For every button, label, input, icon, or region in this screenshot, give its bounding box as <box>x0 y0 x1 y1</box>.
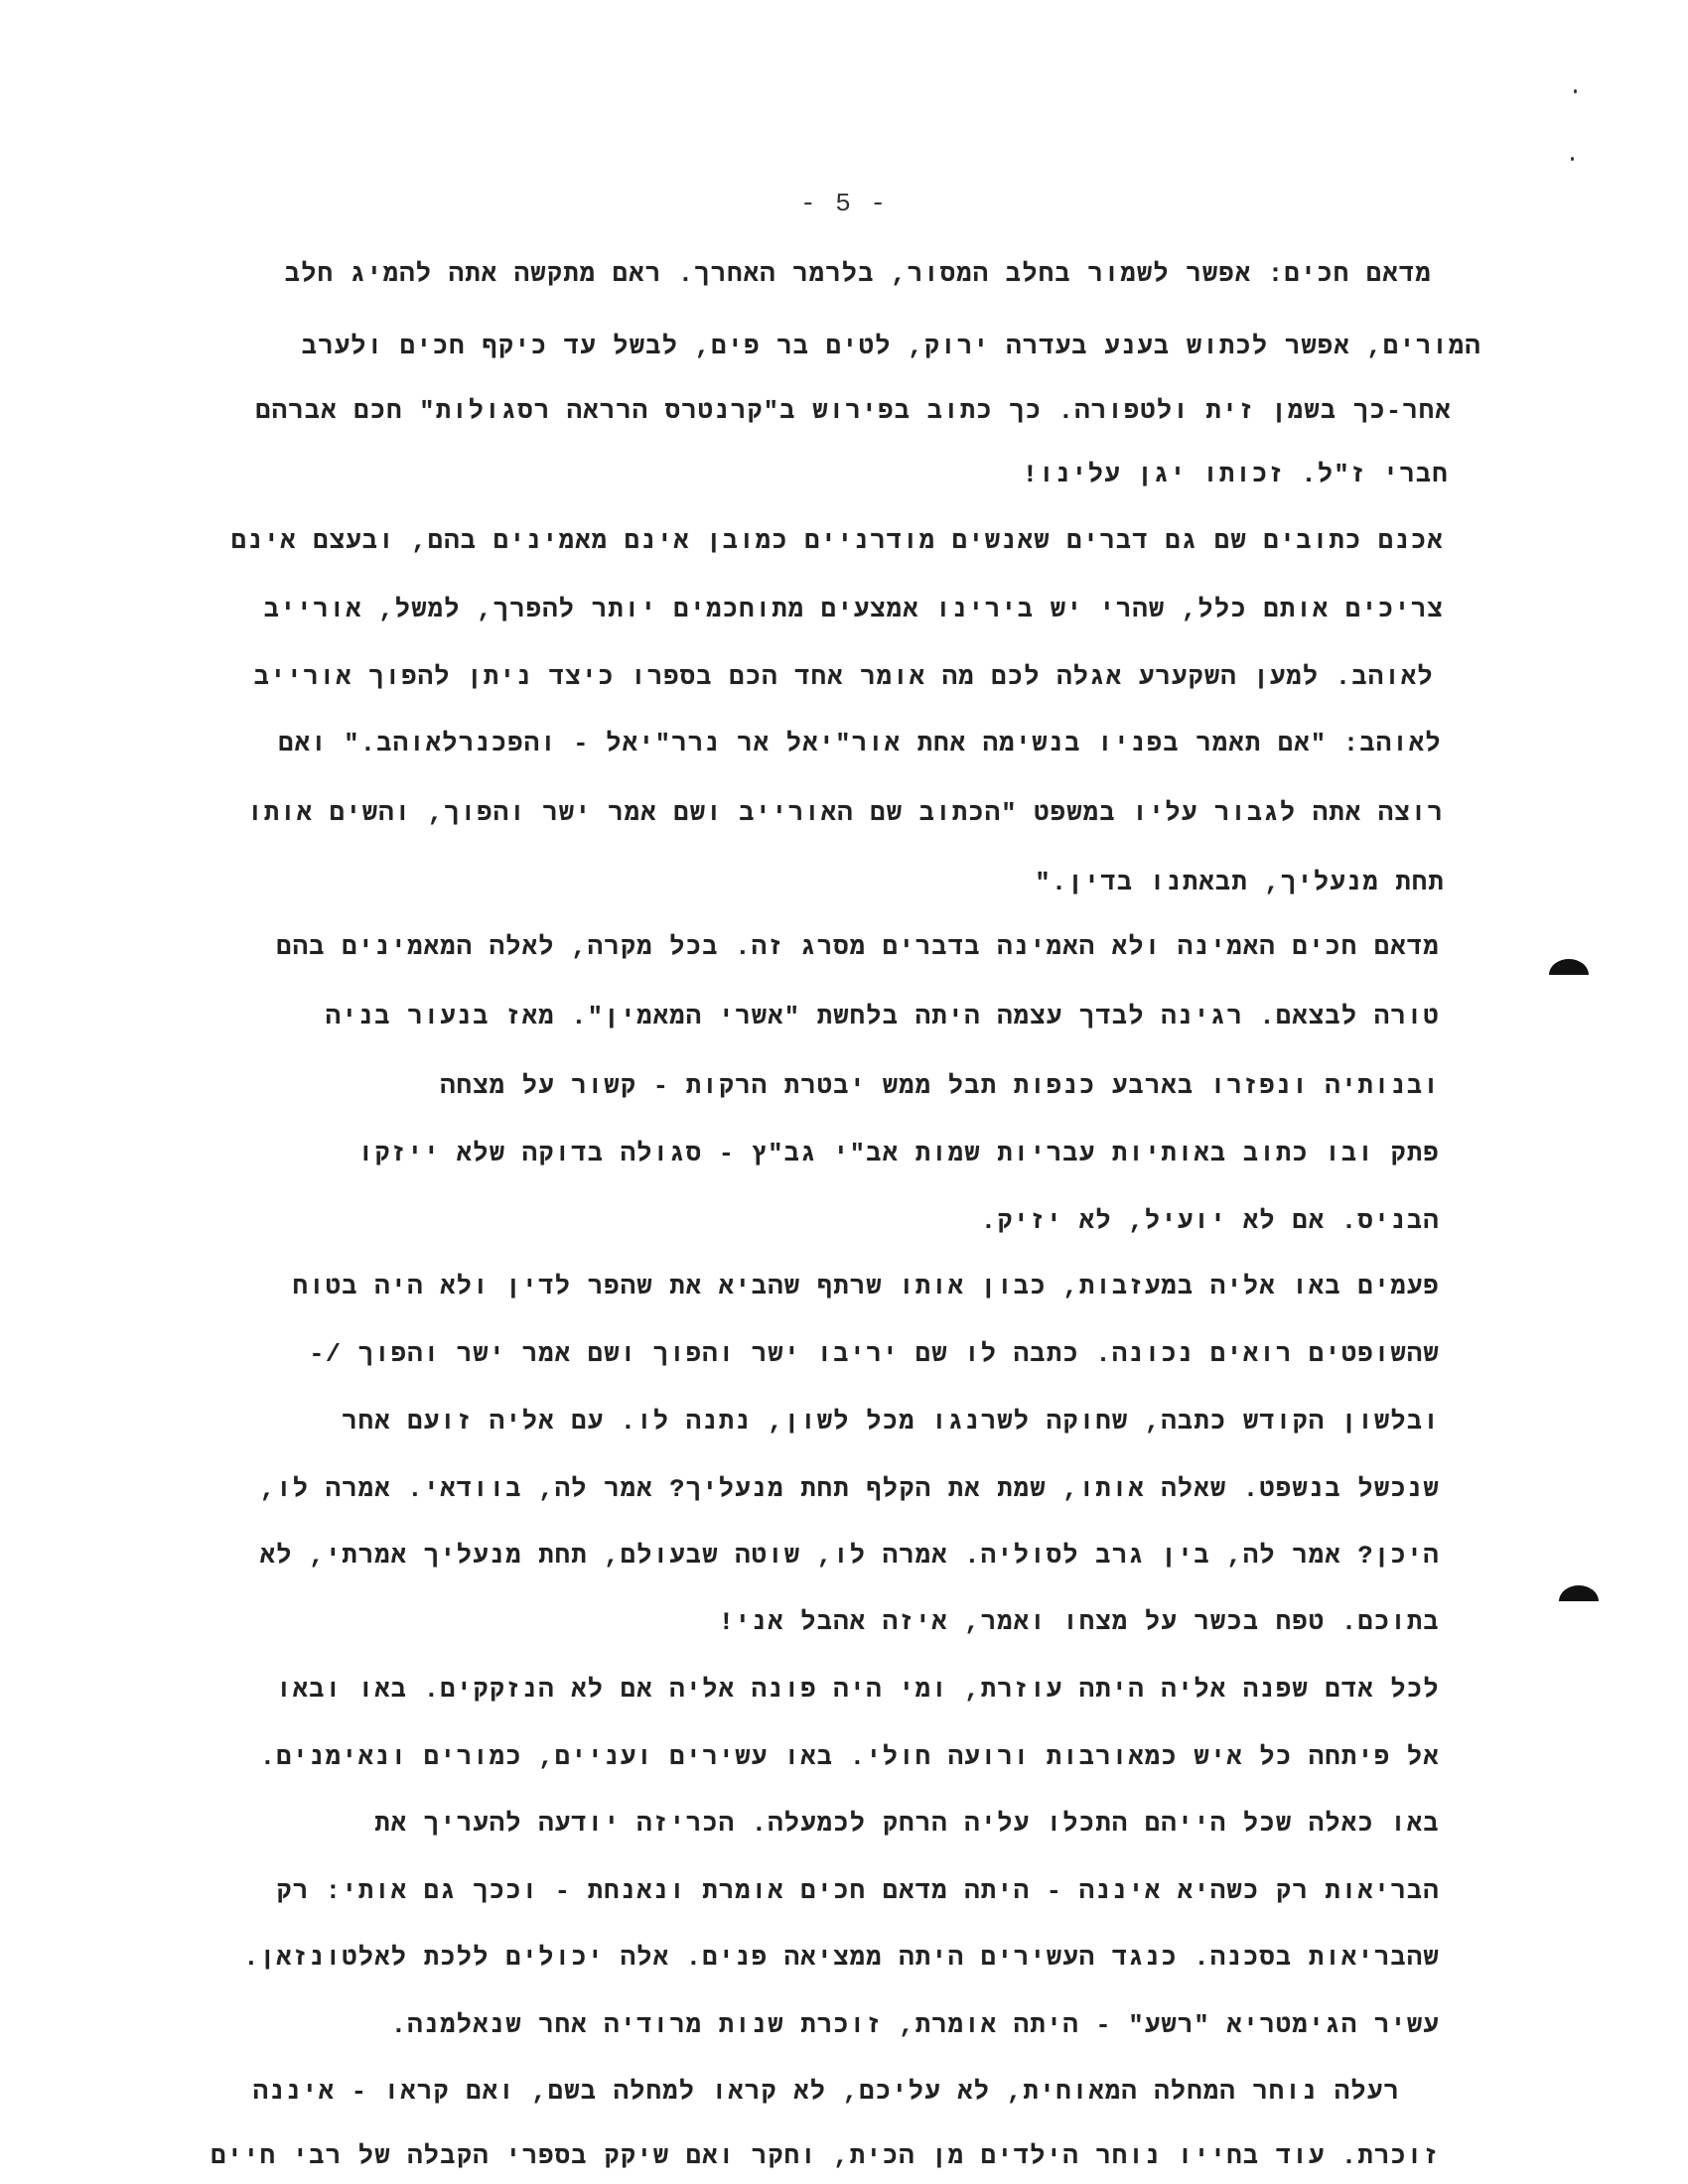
text-line: עשיר הגימטריא "רשע" - היתה אומרת, זוכרת שנות מרודיה אחר שנאלמנה. <box>390 2011 1440 2040</box>
text-line: לאוהב: "אם תאמר בפניו בנשימה אחת אור"יאל אר נרר"יאל - והפכנרלאוהב." ואם <box>278 730 1442 758</box>
page-number: - 5 - <box>799 189 888 218</box>
text-line: המורים, אפשר לכתוש בענע בעדרה ירוק, לטים בר פים, לבשל עד כיקף חכים ולערב <box>301 333 1481 361</box>
text-line: מדאם חכים: אפשר לשמור בחלב המסור, בלרמר האחרך. ראם מתקשה אתה להמיג חלב <box>284 260 1432 289</box>
text-line: הבניס. אם לא יועיל, לא יזיק. <box>980 1207 1440 1236</box>
text-line: אכנם כתובים שם גם דברים שאנשים מודרניים כמובן אינם מאמינים בהם, ובעצם אינם <box>230 527 1444 556</box>
text-line: פעמים באו אליה במעזבות, כבון אותו שרתף שהביא את שהפר לדין ולא היה בטוח <box>292 1273 1440 1301</box>
text-line: הבריאות רק כשהיא איננה - היתה מדאם חכים אומרת ונאנחת - וככך גם אותי: רק <box>276 1877 1440 1906</box>
text-line: ובלשון הקודש כתבה, שחוקה לשרנגו מכל לשון, נתנה לו. עם אליה זועם אחר <box>342 1408 1440 1436</box>
text-line: מדאם חכים האמינה ולא האמינה בדברים מסרג זה. בכל מקרה, לאלה המאמינים בהם <box>276 933 1440 962</box>
text-line: חברי ז"ל. זכותו יגן עלינו! <box>1022 461 1449 489</box>
text-line: פתק ובו כתוב באותיות עבריות שמות אב"י גב"ץ - סגולה בדוקה שלא ייזקו <box>357 1140 1440 1168</box>
scan-speck <box>1574 89 1577 93</box>
text-line: לאוהב. למען השקערע אגלה לכם מה אומר אחד הכם בספרו כיצד ניתן להפוך אורייב <box>253 663 1434 692</box>
text-line: שנכשל בנשפט. שאלה אותו, שמת את הקלף תחת מנעליך? אמר לה, בוודאי. אמרה לו, <box>259 1475 1440 1504</box>
text-line: טורה לבצאם. רגינה לבדך עצמה היתה בלחשת "אשרי המאמין". מאז בנעור בניה <box>325 1003 1440 1031</box>
text-line: לכל אדם שפנה אליה היתה עוזרת, ומי היה פונה אליה אם לא הנזקקים. באו ובאו <box>276 1676 1440 1705</box>
scan-mark-upper <box>1549 959 1589 975</box>
text-line: זוכרת. עוד בחייו נוחר הילדים מן הכית, וחקר ואם שיקק בספרי הקבלה של רבי חיים <box>211 2142 1440 2171</box>
scan-mark-lower <box>1559 1585 1599 1601</box>
text-line: תחת מנעליך, תבאתנו בדין." <box>1035 869 1445 897</box>
text-line: ובנותיה ונפזרו בארבע כנפות תבל ממש יבטרת הרקות - קשור על מצחה <box>440 1072 1440 1101</box>
text-line: רעלה נוחר המחלה המאוחית, לא עליכם, לא קראו למחלה בשם, ואם קראו - איננה <box>252 2078 1400 2107</box>
text-line: אחר-כך בשמן זית ולטפורה. כך כתוב בפירוש ב"קרנטרס הרראה רסגולות" חכם אברהם <box>255 397 1452 426</box>
text-line: בתוכם. טפח בכשר על מצחו ואמר, איזה אהבל אני! <box>718 1608 1440 1637</box>
scan-speck <box>1571 157 1574 161</box>
text-line: היכן? אמר לה, בין גרב לסוליה. אמרה לו, שוטה שבעולם, תחת מנעליך אמרתי, לא <box>259 1542 1440 1570</box>
text-line: רוצה אתה לגבור עליו במשפט "הכתוב שם האורייב ושם אמר ישר והפוך, והשים אותו <box>247 799 1444 828</box>
text-line: באו כאלה שכל הייהם התכלו עליה הרחק לכמעלה. הכריזה יודעה להעריך את <box>374 1810 1440 1839</box>
text-line: שהשופטים רואים נכונה. כתבה לו שם יריבו ישר והפוך ושם אמר ישר והפוך /- <box>309 1340 1440 1369</box>
text-line: צריכים אותם כלל, שהרי יש בירינו אמצעים מתוחכמים יותר להפרך, למשל, אורייב <box>263 596 1444 624</box>
text-line: אל פיתחה כל איש כמאורבות ורועה חולי. באו עשירים ועניים, כמורים ונאימנים. <box>259 1743 1440 1772</box>
text-line: שהבריאות בסכנה. כנגד העשירים היתה ממציאה פנים. אלה יכולים ללכת לאלטונזאן. <box>243 1944 1440 1973</box>
